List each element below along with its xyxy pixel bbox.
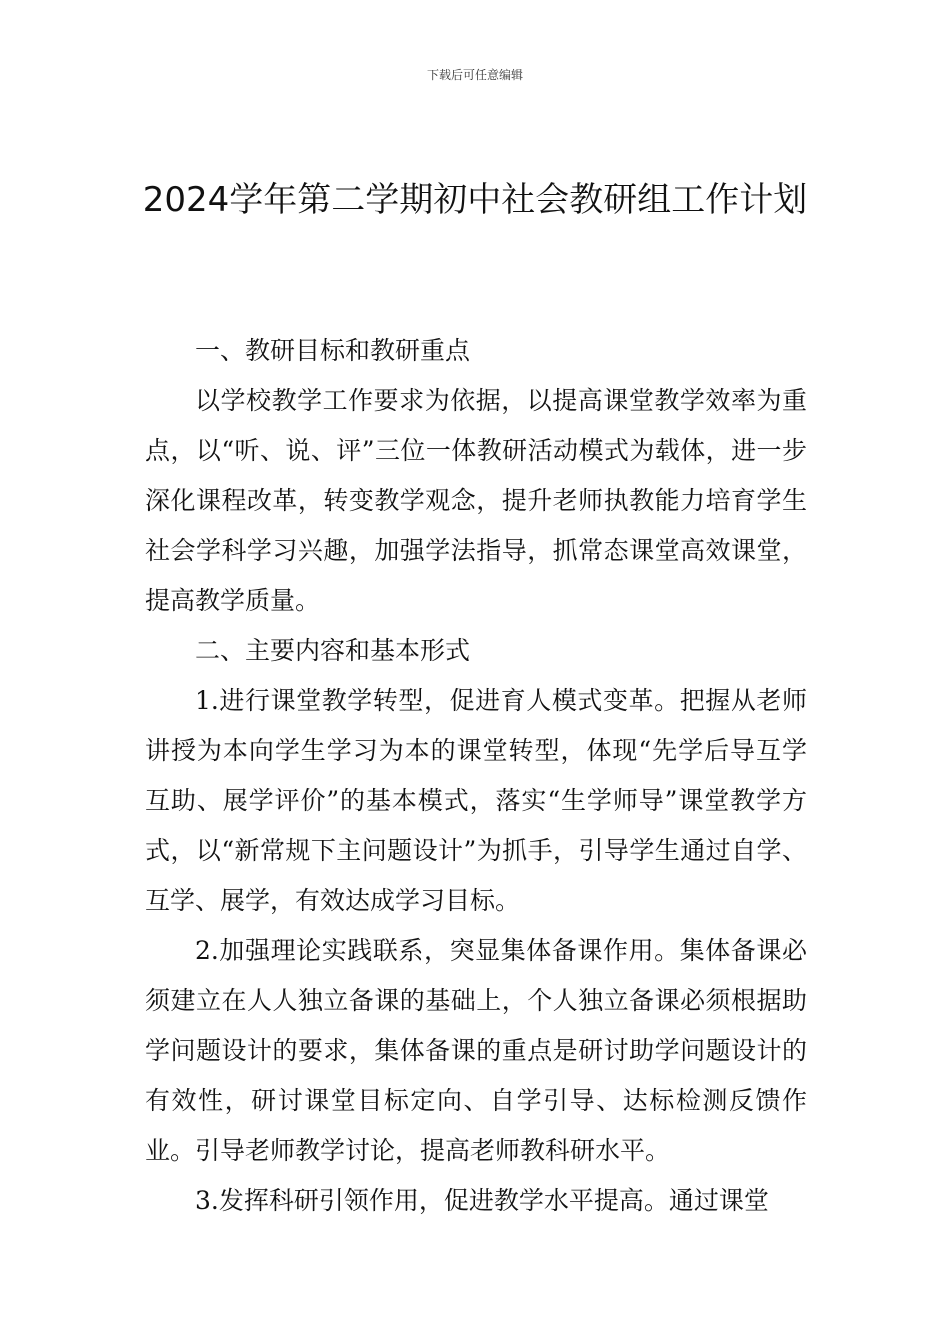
document-title: 2024学年第二学期初中社会教研组工作计划 [142,180,808,220]
paragraph-goals: 以学校教学工作要求为依据，以提高课堂教学效率为重点，以“听、说、评”三位一体教研活动模式为载体，进一步深化课程改革，转变教学观念，提升老师执教能力培育学生社会学科学习兴趣，加强学法指导，抓常态课堂高效课堂，提高教学质量。 [145,386,807,615]
paragraph-item-3: 3.发挥科研引领作用，促进教学水平提高。通过课堂 [195,1186,769,1215]
paragraph-item-2: 2.加强理论实践联系，突显集体备课作用。集体备课必须建立在人人独立备课的基础上，个人独立备课必须根据助学问题设计的要求，集体备课的重点是研讨助学问题设计的有效性，研讨课堂目标定向、自学引导、达标检测反馈作业。引导老师教学讨论，提高老师教科研水平。 [145,936,807,1165]
section-heading-content: 二、主要内容和基本形式 [195,636,471,665]
page-header-note: 下载后可任意编辑 [426,68,523,82]
paragraph-item-1: 1.进行课堂教学转型，促进育人模式变革。把握从老师讲授为本向学生学习为本的课堂转型，体现“先学后导互学互助、展学评价”的基本模式，落实“生学师导”课堂教学方式，以“新常规下主问题设计”为抓手，引导学生通过自学、互学、展学，有效达成学习目标。 [145,686,807,915]
section-heading-goals: 一、教研目标和教研重点 [195,336,471,365]
document-body [145,326,807,1226]
